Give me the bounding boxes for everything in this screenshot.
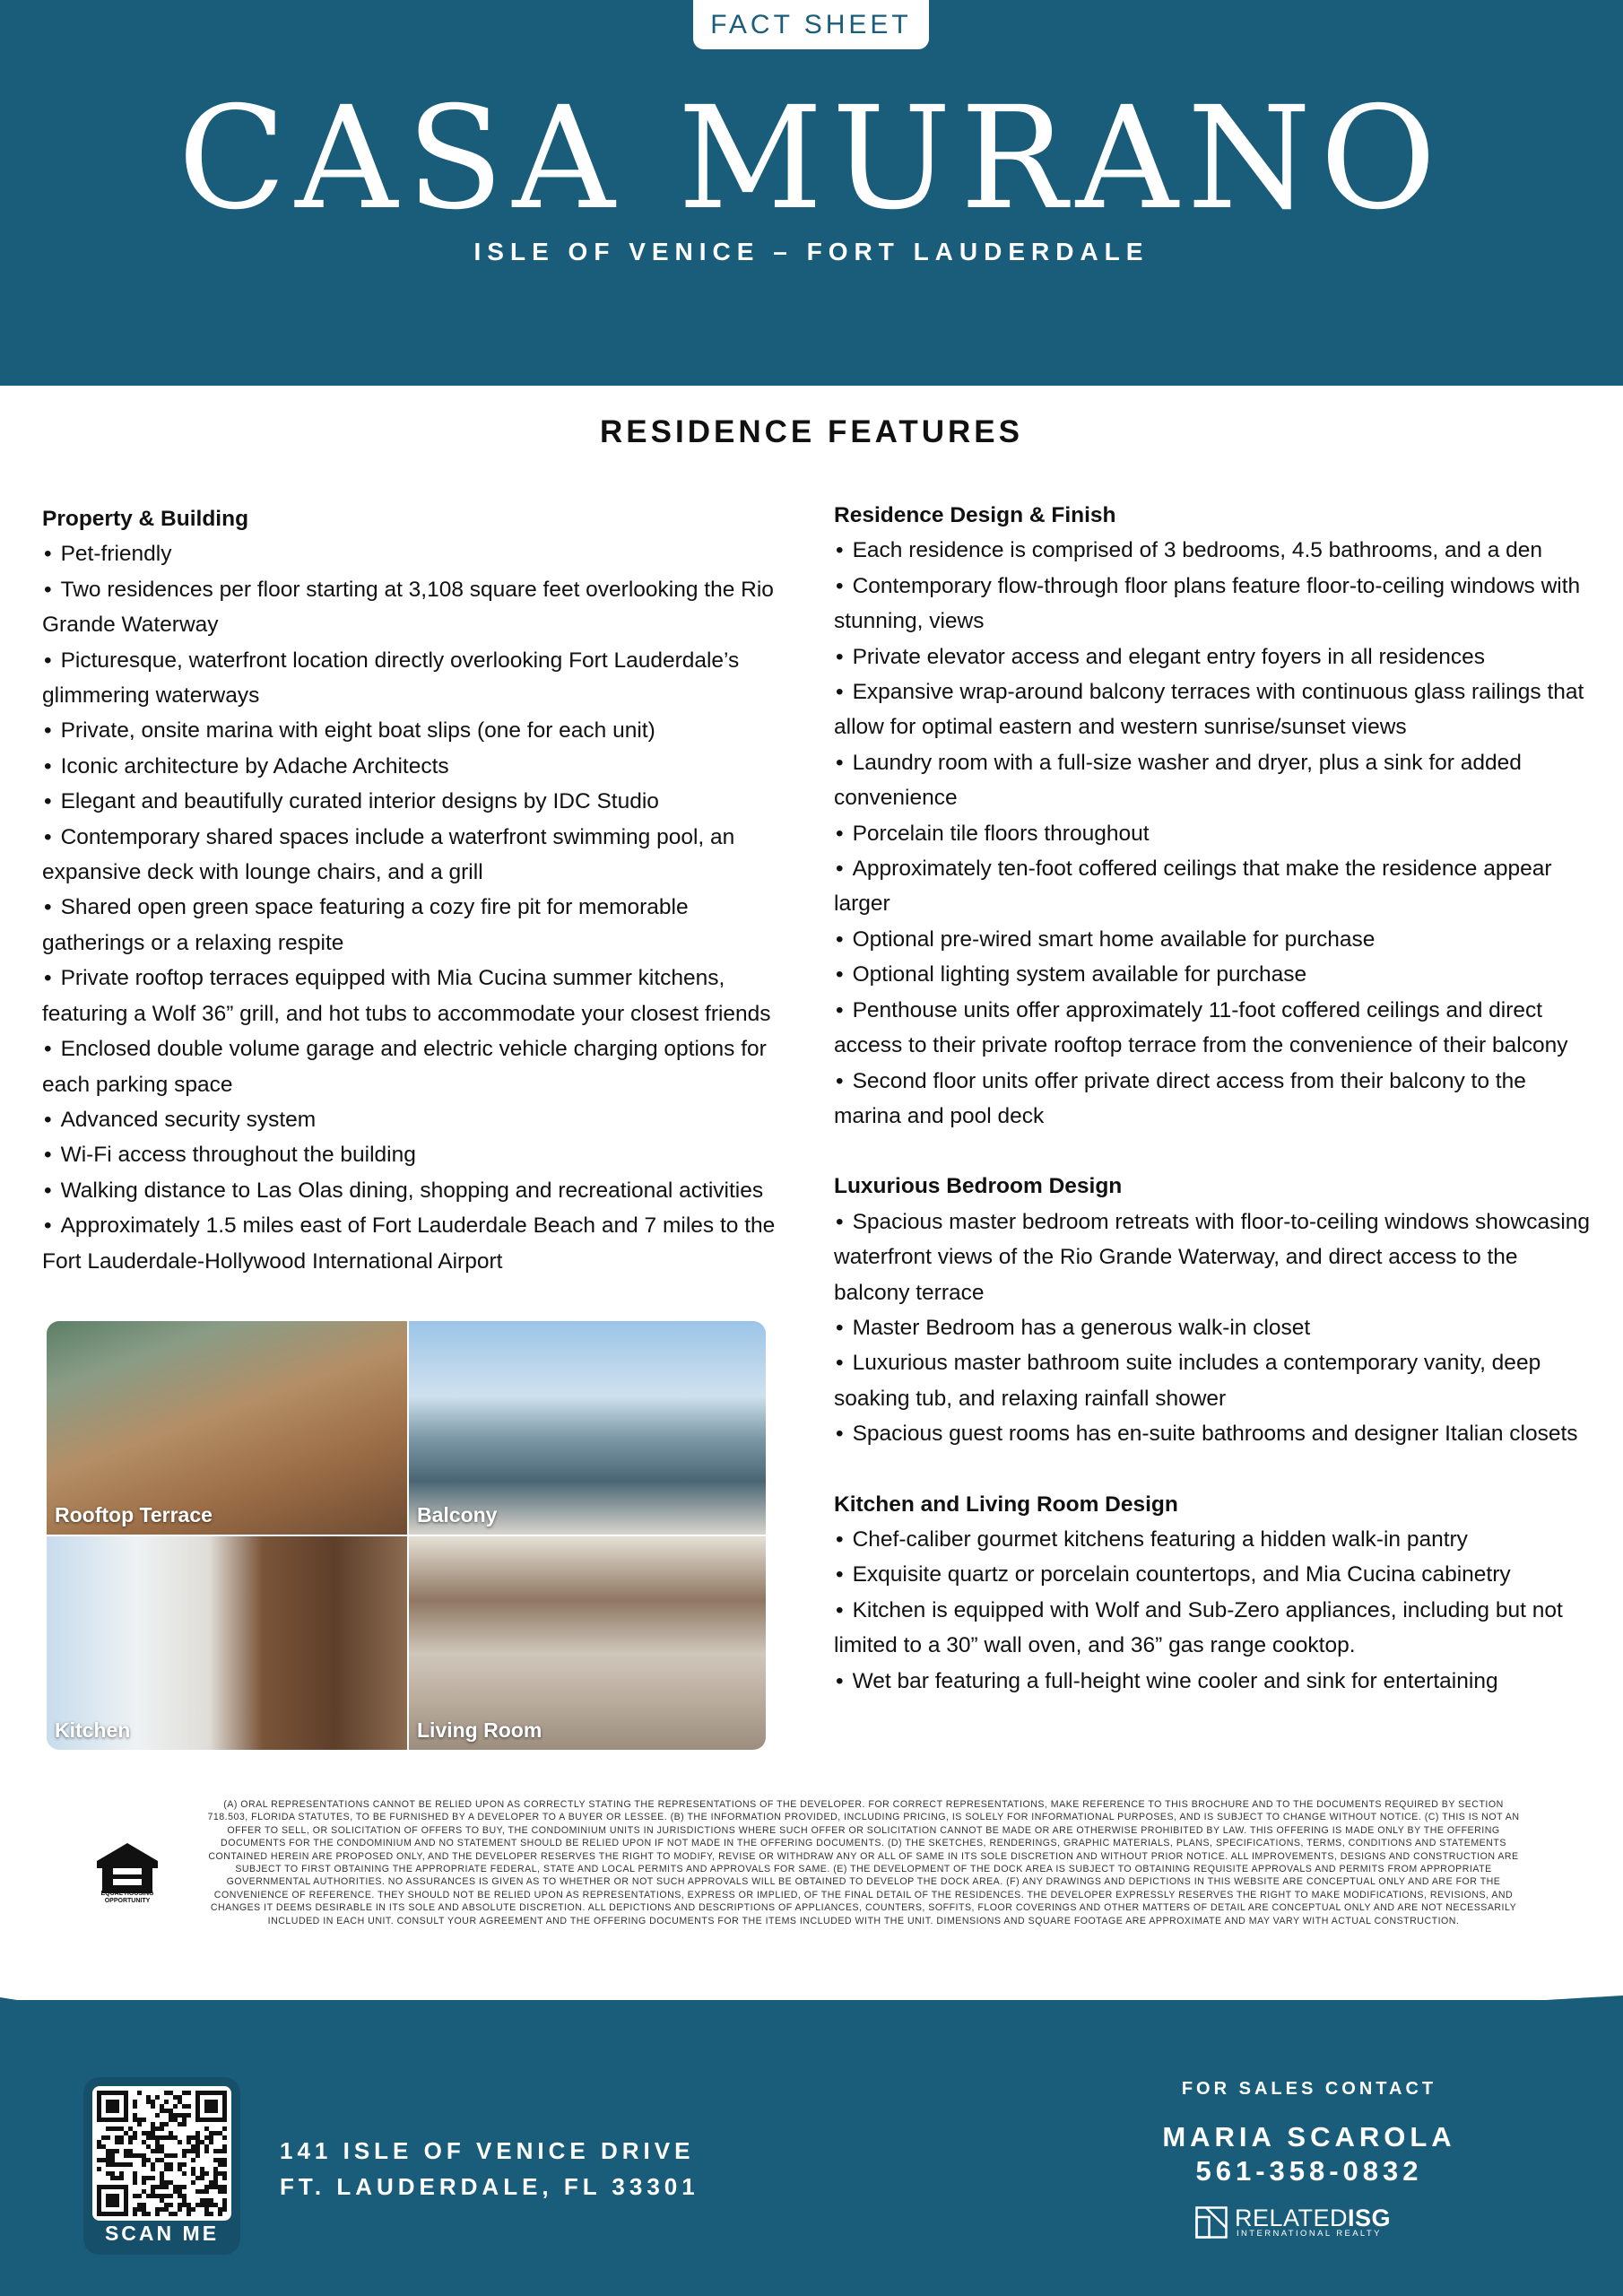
feature-item	[834, 1522, 1596, 1557]
bullet-icon: •	[44, 895, 52, 920]
feature-text: Walking distance to Las Olas dining, shopping and recreational activities	[60, 1178, 764, 1203]
sales-contact-label: FOR SALES CONTACT	[1181, 2079, 1437, 2099]
bullet-icon: •	[836, 821, 844, 846]
feature-text: Wi-Fi access throughout the building	[60, 1143, 416, 1168]
feature-item	[42, 713, 777, 748]
feature-text: Second floor units offer private direct access from their balcony to the marina and pool deck	[834, 1068, 1526, 1128]
feature-text: Kitchen is equipped with Wolf and Sub-Zero appliances, including but not limited to a 30” wall oven, and 36” gas range cooktop.	[834, 1597, 1563, 1658]
feature-item	[42, 572, 777, 643]
feature-item	[42, 784, 777, 819]
living-room-photo	[409, 1536, 766, 1750]
qr-code[interactable]	[83, 2077, 240, 2255]
feature-text: Exquisite quartz or porcelain countertops, and Mia Cucina cabinetry	[852, 1562, 1511, 1587]
bullet-icon: •	[836, 926, 844, 952]
bullet-icon: •	[836, 1562, 844, 1587]
feature-item	[834, 639, 1596, 674]
header-wave	[0, 305, 1623, 395]
bullet-icon: •	[836, 857, 844, 882]
feature-item	[834, 922, 1596, 957]
bullet-icon: •	[44, 1037, 52, 1062]
bullet-icon: •	[44, 966, 52, 991]
feature-item	[42, 890, 777, 961]
bullet-icon: •	[836, 680, 844, 705]
bullet-icon: •	[44, 753, 52, 778]
bullet-icon: •	[44, 1213, 52, 1239]
feature-item	[834, 1593, 1596, 1664]
feature-item	[834, 533, 1596, 568]
feature-item	[834, 1064, 1596, 1135]
bullet-icon: •	[836, 1668, 844, 1693]
qr-pattern	[92, 2086, 231, 2221]
feature-text: Spacious guest rooms has en-suite bathrooms and designer Italian closets	[852, 1422, 1578, 1447]
design-column	[834, 498, 1596, 1699]
photo-grid	[47, 1321, 766, 1750]
feature-text: Chef-caliber gourmet kitchens featuring a hidden walk-in pantry	[852, 1526, 1468, 1552]
bullet-icon: •	[836, 1068, 844, 1093]
bullet-icon: •	[836, 962, 844, 987]
rooftop-terrace-photo	[47, 1321, 407, 1535]
bullet-icon: •	[44, 824, 52, 849]
feature-text: Elegant and beautifully curated interior designs by IDC Studio	[60, 789, 659, 814]
feature-item	[42, 536, 777, 571]
feature-item	[834, 1310, 1596, 1345]
feature-text: Contemporary flow-through floor plans feature floor-to-ceiling windows with stunning, views	[834, 573, 1581, 634]
contact-name: MARIA SCAROLA	[1162, 2121, 1456, 2152]
feature-text: Expansive wrap-around balcony terraces with continuous glass railings that allow for optimal eastern and western sunrise/sunset views	[834, 680, 1584, 740]
feature-item	[834, 851, 1596, 922]
feature-text: Private, onsite marina with eight boat slips (one for each unit)	[60, 718, 655, 744]
feature-text: Private elevator access and elegant entry foyers in all residences	[852, 644, 1486, 669]
feature-item	[834, 569, 1596, 639]
feature-text: Each residence is comprised of 3 bedrooms, 4.5 bathrooms, and a den	[852, 538, 1543, 563]
scan-me-label: SCAN ME	[104, 2222, 220, 2245]
related-isg-logo	[1195, 2205, 1428, 2240]
feature-text: Spacious master bedroom retreats with floor-to-ceiling windows showcasing waterfront views of the Rio Grande Waterway, and direct access to the balcony terrace	[834, 1209, 1591, 1305]
feature-list	[834, 1522, 1596, 1699]
feature-text: Laundry room with a full-size washer and dryer, plus a sink for added convenience	[834, 750, 1522, 811]
bullet-icon: •	[836, 750, 844, 775]
legal-disclaimer: (A) ORAL REPRESENTATIONS CANNOT BE RELIED UPON AS CORRECTLY STATING THE REPRESENTATIONS OF THE DEVELOPER. FOR CORRECT REPRESENTATIONS, MAKE REFERENCE TO THIS BROCHURE AND TO THE DOCUMENTS REQUIRED BY SECTION 718.503, FLORIDA STATUTES, TO BE FURNISHED BY A DEVELOPER TO A BUYER OR LESSEE. (B) THE INFORMATION PROVIDED, INCLUDING PRICING, IS SOLELY FOR INFORMATIONAL PURPOSES, AND IS SUBJECT TO CHANGE WITHOUT NOTICE. (C) THIS IS NOT AN OFFER TO SELL, OR SOLICITATION OF OFFERS TO BUY, THE CONDOMINIUM UNITS IN JURISDICTIONS WHERE SUCH OFFER OR SOLICITATION CANNOT BE MADE OR ARE OTHERWISE PROHIBITED BY LAW. THIS OFFERING IS MADE ONLY BY THE OFFERING DOCUMENTS FOR THE CONDOMINIUM AND NO STATEMENT SHOULD BE RELIED UPON IF NOT MADE IN THE OFFERING DOCUMENTS. (D) THE SKETCHES, RENDERINGS, GRAPHIC MATERIALS, PLANS, SPECIFICATIONS, TERMS, CONDITIONS AND STATEMENTS CONTAINED HEREIN ARE PROPOSED ONLY, AND THE DEVELOPER RESERVES THE RIGHT TO MODIFY, REVISE OR WITHDRAW ANY OR ALL OF SAME IN ITS SOLE DISCRETION AND WITHOUT PRIOR NOTICE. ALL IMPROVEMENTS, DESIGNS AND CONSTRUCTION ARE SUBJECT TO FIRST OBTAINING THE APPROPRIATE FEDERAL, STATE AND LOCAL PERMITS AND APPROVALS FOR SAME. (E) THE DEVELOPMENT OF THE DOCK AREA IS SUBJECT TO OBTAINING REQUISITE APPROVALS AND PERMITS FROM APPROPRIATE GOVERNMENTAL AUTHORITIES. NO ASSURANCES IS GIVEN AS TO WHETHER OR NOT SUCH APPROVALS WILL BE OBTAINED TO DEVELOP THE DOCK AREA. (F) ANY DRAWINGS AND DEPICTIONS IN THIS WEBSITE ARE CONCEPTUAL ONLY AND ARE FOR THE CONVENIENCE OF REFERENCE. THEY SHOULD NOT BE RELIED UPON AS REPRESENTATIONS, EXPRESS OR IMPLIED, OF THE FINAL DETAIL OF THE RESIDENCES. THE DEVELOPER EXPRESSLY RESERVES THE RIGHT TO MAKE MODIFICATIONS, REVISIONS, AND CHANGES IT DEEMS DESIRABLE IN ITS SOLE AND ABSOLUTE DISCRETION. ALL DEPICTIONS AND DESCRIPTIONS OF APPLIANCES, COUNTERS, SOFFITS, FLOOR COVERINGS AND OTHER MATTERS OF DETAIL ARE CONCEPTUAL ONLY AND ARE NOT NECESSARILY INCLUDED IN EACH UNIT. CONSULT YOUR AGREEMENT AND THE OFFERING DOCUMENTS FOR THE ITEMS INCLUDED WITH THE UNIT. DIMENSIONS AND SQUARE FOOTAGE ARE APPROXIMATE AND MAY VARY WITH ACTUAL CONSTRUCTION.	[207, 1799, 1520, 1926]
footer-wave	[0, 1978, 1623, 2049]
feature-item	[42, 1173, 777, 1208]
feature-item	[42, 820, 777, 891]
bullet-icon: •	[44, 648, 52, 673]
feature-item	[834, 674, 1596, 745]
bullet-icon: •	[44, 542, 52, 567]
section-heading: Luxurious Bedroom Design	[834, 1174, 1123, 1199]
feature-list	[42, 536, 777, 1279]
bullet-icon: •	[836, 1422, 844, 1447]
feature-item	[834, 993, 1596, 1064]
feature-item	[834, 1416, 1596, 1451]
feature-item	[834, 1345, 1596, 1416]
feature-text: Enclosed double volume garage and electric vehicle charging options for each parking space	[42, 1037, 767, 1097]
feature-text: Advanced security system	[60, 1107, 317, 1132]
feature-item	[834, 816, 1596, 851]
feature-list	[834, 533, 1596, 1134]
bullet-icon: •	[44, 1107, 52, 1132]
feature-item	[834, 1664, 1596, 1699]
kitchen-photo	[47, 1536, 407, 1750]
feature-text: Iconic architecture by Adache Architects	[60, 753, 449, 778]
feature-text: Private rooftop terraces equipped with Mia Cucina summer kitchens, featuring a Wolf 36” grill, and hot tubs to accommodate your closest friends	[42, 966, 771, 1026]
bullet-icon: •	[44, 718, 52, 744]
bullet-icon: •	[836, 1315, 844, 1340]
equal-housing-text: EQUAL HOUSING OPPORTUNITY	[100, 1891, 154, 1904]
feature-item	[42, 1102, 777, 1137]
photo-label: Kitchen	[55, 1718, 131, 1742]
feature-text: Optional pre-wired smart home available for purchase	[852, 926, 1376, 952]
feature-item	[42, 961, 777, 1031]
feature-item	[42, 643, 777, 714]
feature-item	[834, 745, 1596, 816]
feature-text: Approximately ten-foot coffered ceilings that make the residence appear larger	[834, 857, 1552, 917]
contact-phone[interactable]: 561-358-0832	[1195, 2155, 1423, 2187]
feature-text: Luxurious master bathroom suite includes a contemporary vanity, deep soaking tub, and relaxing rainfall shower	[834, 1351, 1541, 1411]
qr-pattern-svg	[92, 2086, 231, 2221]
photo-label: Rooftop Terrace	[55, 1503, 213, 1526]
feature-text: Two residences per floor starting at 3,108 square feet overlooking the Rio Grande Waterway	[42, 577, 774, 638]
photo-label: Living Room	[417, 1718, 542, 1742]
fact-sheet-tab: FACT SHEET	[693, 0, 929, 49]
bullet-icon: •	[44, 1143, 52, 1168]
section-heading: Property & Building	[42, 507, 249, 531]
feature-list	[834, 1205, 1596, 1452]
feature-item	[834, 1557, 1596, 1592]
bullet-icon: •	[836, 1209, 844, 1234]
feature-item	[42, 1208, 777, 1279]
bullet-icon: •	[836, 1351, 844, 1376]
bullet-icon: •	[836, 538, 844, 563]
bullet-icon: •	[44, 789, 52, 814]
feature-item	[834, 957, 1596, 992]
related-logo-icon	[1195, 2206, 1228, 2239]
feature-text: Master Bedroom has a generous walk-in closet	[852, 1315, 1311, 1340]
feature-text: Wet bar featuring a full-height wine cooler and sink for entertaining	[852, 1668, 1498, 1693]
logo-wordmark: RELATEDISG	[1235, 2205, 1392, 2231]
bullet-icon: •	[836, 1526, 844, 1552]
feature-text: Pet-friendly	[60, 542, 172, 567]
section-heading: Kitchen and Living Room Design	[834, 1492, 1178, 1517]
property-address: 141 ISLE OF VENICE DRIVE FT. LAUDERDALE, FL 33301	[280, 2137, 699, 2200]
section-title: RESIDENCE FEATURES	[600, 414, 1023, 449]
feature-item	[834, 1205, 1596, 1310]
feature-text: Shared open green space featuring a cozy fire pit for memorable gatherings or a relaxing respite	[42, 895, 689, 955]
bullet-icon: •	[836, 644, 844, 669]
feature-text: Approximately 1.5 miles east of Fort Lauderdale Beach and 7 miles to the Fort Lauderdale-Hollywood International Airport	[42, 1213, 776, 1274]
project-location: ISLE OF VENICE – FORT LAUDERDALE	[473, 238, 1150, 265]
property-building-column	[42, 501, 777, 1279]
photo-label: Balcony	[417, 1503, 498, 1526]
feature-text: Picturesque, waterfront location directly overlooking Fort Lauderdale’s glimmering waterways	[42, 648, 740, 709]
bullet-icon: •	[44, 577, 52, 602]
feature-item	[42, 1031, 777, 1102]
feature-text: Optional lighting system available for purchase	[852, 962, 1307, 987]
feature-text: Porcelain tile floors throughout	[852, 821, 1150, 846]
feature-item	[42, 749, 777, 784]
bullet-icon: •	[44, 1178, 52, 1203]
project-title: CASA MURANO	[178, 76, 1445, 241]
balcony-photo	[409, 1321, 766, 1535]
bullet-icon: •	[836, 997, 844, 1022]
section-heading: Residence Design & Finish	[834, 503, 1116, 527]
feature-text: Contemporary shared spaces include a waterfront swimming pool, an expansive deck with lounge chairs, and a grill	[42, 824, 735, 885]
bullet-icon: •	[836, 573, 844, 598]
logo-subtext: INTERNATIONAL REALTY	[1237, 2229, 1382, 2239]
sales-contact	[1130, 2120, 1488, 2188]
feature-text: Penthouse units offer approximately 11-foot coffered ceilings and direct access to their private rooftop terrace from the convenience of their balcony	[834, 997, 1568, 1058]
bullet-icon: •	[836, 1597, 844, 1622]
feature-item	[42, 1137, 777, 1172]
